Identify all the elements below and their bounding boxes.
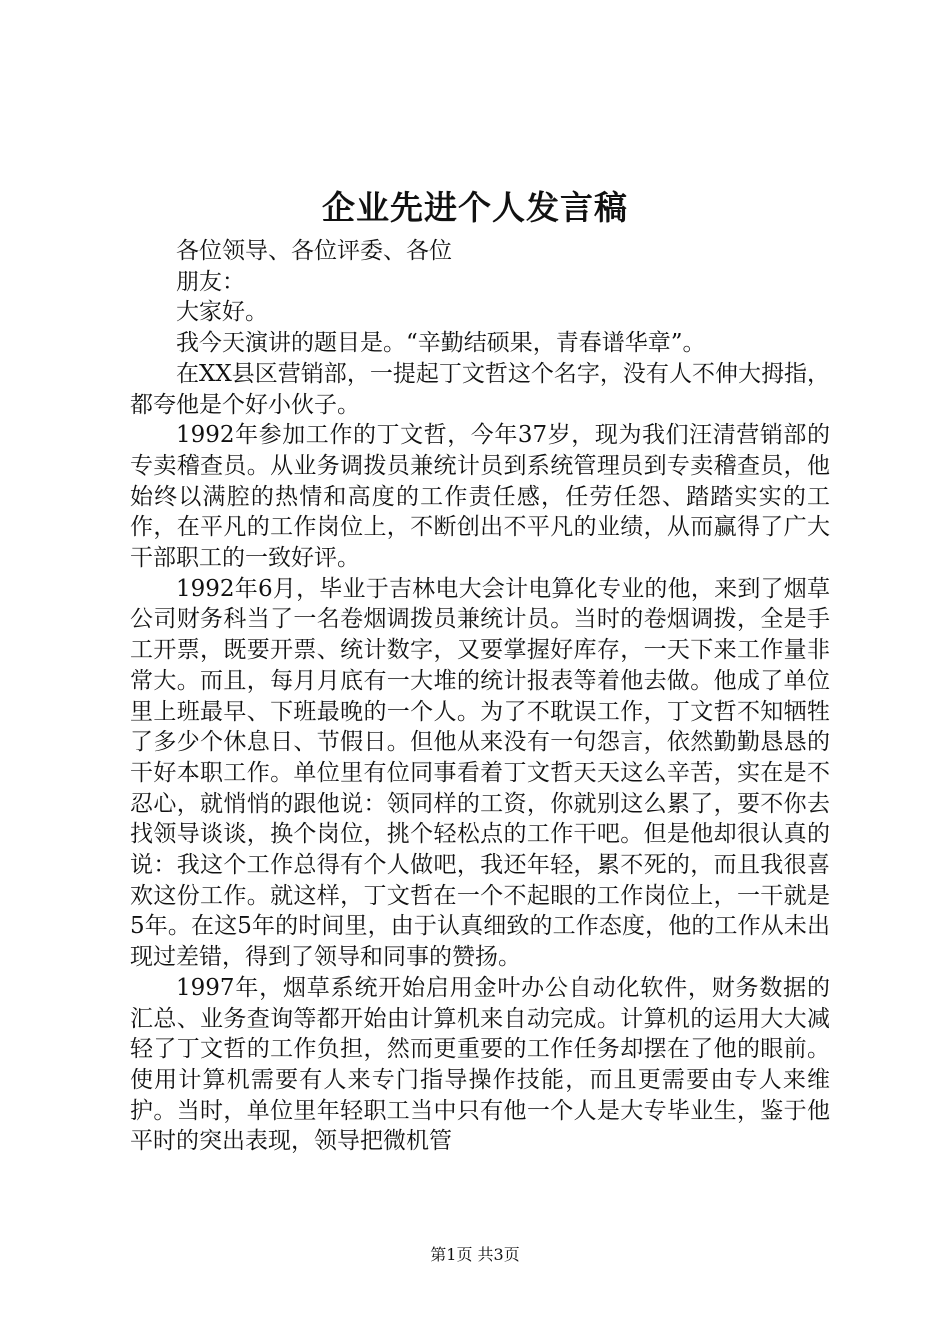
paragraph: 1997年，烟草系统开始启用金叶办公自动化软件，财务数据的汇总、业务查询等都开始由计算机来自动完成。计算机的运用大大减轻了丁文哲的工作负担，然而更重要的工作任务却摆在了他的眼前。使用计算机需要有人来专门指导操作技能，而且更需要由专人来维护。当时，单位里年轻职工当中只有他一个人是大专毕业生，鉴于他平时的突出表现，领导把微机管 <box>130 974 830 1155</box>
paragraph: 1992年6月，毕业于吉林电大会计电算化专业的他，来到了烟草公司财务科当了一名卷烟调拨员兼统计员。当时的卷烟调拨，全是手工开票，既要开票、统计数字，又要掌握好库存，一天下来工作量非常大。而且，每月月底有一大堆的统计报表等着他去做。他成了单位里上班最早、下班最晚的一个人。为了不耽误工作，丁文哲不知牺牲了多少个休息日、节假日。但他从来没有一句怨言，依然勤勤恳恳的干好本职工作。单位里有位同事看着丁文哲天天这么辛苦，实在是不忍心，就悄悄的跟他说：领同样的工资，你就别这么累了，要不你去找领导谈谈，换个岗位，挑个轻松点的工作干吧。但是他却很认真的说：我这个工作总得有个人做吧，我还年轻，累不死的，而且我很喜欢这份工作。就这样，丁文哲在一个不起眼的工作岗位上，一干就是5年。在这5年的时间里，由于认真细致的工作态度，他的工作从未出现过差错，得到了领导和同事的赞扬。 <box>130 575 830 971</box>
paragraph: 我今天演讲的题目是。“辛勤结硕果，青春谱华章”。 <box>176 330 706 357</box>
page-number-footer: 第1页 共3页 <box>430 1245 520 1264</box>
paragraph: 各位领导、各位评委、各位 <box>176 238 452 264</box>
document-body <box>130 236 830 1157</box>
paragraph: 在XX县区营销部，一提起丁文哲这个名字，没有人不伸大拇指，都夸他是个好小伙子。 <box>130 360 830 418</box>
paragraph: 大家好。 <box>176 299 268 326</box>
paragraph: 朋友： <box>176 268 245 295</box>
document-title: 企业先进个人发言稿 <box>322 188 628 227</box>
paragraph: 1992年参加工作的丁文哲，今年37岁，现为我们汪清营销部的专卖稽查员。从业务调拨员兼统计员到系统管理员到专卖稽查员，他始终以满腔的热情和高度的工作责任感，任劳任怨、踏踏实实的工作，在平凡的工作岗位上，不断创出不平凡的业绩，从而赢得了广大干部职工的一致好评。 <box>130 422 830 572</box>
